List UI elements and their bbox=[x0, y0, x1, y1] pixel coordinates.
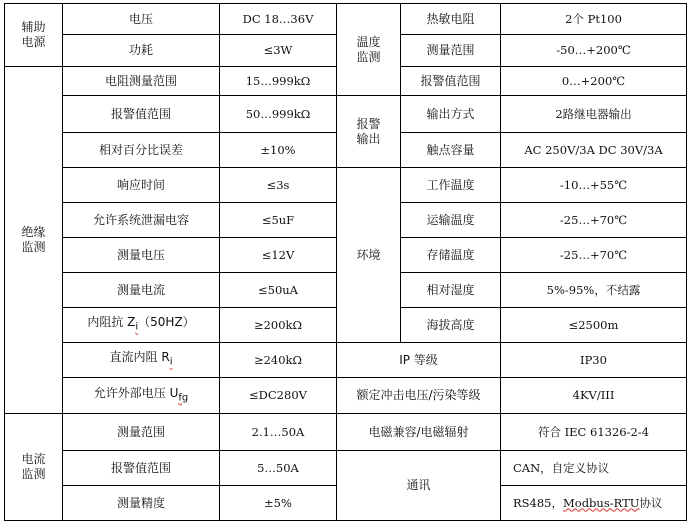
table-row bbox=[5, 168, 687, 203]
param-label: 测量精度 bbox=[63, 486, 220, 521]
param-value: -25…+70℃ bbox=[501, 238, 687, 273]
param-label bbox=[63, 308, 220, 343]
param-value: -25…+70℃ bbox=[501, 203, 687, 238]
param-value: 符合 IEC 61326-2-4 bbox=[501, 414, 687, 451]
spec-table bbox=[4, 3, 687, 521]
value-part: Modbus-RTU bbox=[563, 495, 640, 510]
label-subscript: i bbox=[135, 321, 139, 333]
param-value: 4KV/III bbox=[501, 378, 687, 414]
param-value: ≤DC280V bbox=[220, 378, 337, 414]
param-value: ≤50uA bbox=[220, 273, 337, 308]
param-value: 2路继电器输出 bbox=[501, 96, 687, 133]
param-value: AC 250V/3A DC 30V/3A bbox=[501, 133, 687, 168]
param-label: 测量范围 bbox=[63, 414, 220, 451]
label-main: 内阻抗 Z bbox=[87, 315, 136, 330]
param-value: ≥240kΩ bbox=[220, 343, 337, 378]
label-main: 直流内阻 R bbox=[109, 350, 170, 365]
param-value: 5%-95%，不结露 bbox=[501, 273, 687, 308]
param-label: IP 等级 bbox=[337, 343, 501, 378]
param-label: 存储温度 bbox=[401, 238, 501, 273]
table-row bbox=[5, 4, 687, 35]
param-value: 2.1…50A bbox=[220, 414, 337, 451]
param-label: 工作温度 bbox=[401, 168, 501, 203]
param-value: ±5% bbox=[220, 486, 337, 521]
param-value: ≤12V bbox=[220, 238, 337, 273]
label-subscript: i bbox=[169, 356, 173, 368]
param-value: ≥200kΩ bbox=[220, 308, 337, 343]
param-value: -50…+200℃ bbox=[501, 35, 687, 67]
param-value: 15…999kΩ bbox=[220, 67, 337, 96]
param-label: 电压 bbox=[63, 4, 220, 35]
param-label: 触点容量 bbox=[401, 133, 501, 168]
param-label: 允许系统泄漏电容 bbox=[63, 203, 220, 238]
param-label: 输出方式 bbox=[401, 96, 501, 133]
group-current-monitor: 电流 监测 bbox=[5, 414, 63, 521]
param-value bbox=[501, 486, 687, 521]
table-row bbox=[5, 378, 687, 414]
group-environment: 环境 bbox=[337, 168, 401, 343]
group-insulation-monitor: 绝缘 监测 bbox=[5, 67, 63, 414]
label-tail: （50HZ） bbox=[138, 315, 195, 330]
param-label: 电阻测量范围 bbox=[63, 67, 220, 96]
value-part: 协议 bbox=[639, 495, 663, 510]
param-label bbox=[63, 343, 220, 378]
param-label: 响应时间 bbox=[63, 168, 220, 203]
param-label bbox=[63, 378, 220, 414]
param-label: 运输温度 bbox=[401, 203, 501, 238]
param-label: 热敏电阻 bbox=[401, 4, 501, 35]
param-value: ≤3s bbox=[220, 168, 337, 203]
param-value: ±10% bbox=[220, 133, 337, 168]
param-label: 相对湿度 bbox=[401, 273, 501, 308]
param-label: 电磁兼容/电磁辐射 bbox=[337, 414, 501, 451]
param-label: 相对百分比误差 bbox=[63, 133, 220, 168]
param-label: 报警值范围 bbox=[63, 451, 220, 486]
table-row bbox=[5, 343, 687, 378]
param-value: 5…50A bbox=[220, 451, 337, 486]
group-temp-monitor: 温度 监测 bbox=[337, 4, 401, 96]
param-value: 0…+200℃ bbox=[501, 67, 687, 96]
param-value: ≤2500m bbox=[501, 308, 687, 343]
table-row bbox=[5, 414, 687, 451]
table-row bbox=[5, 451, 687, 486]
param-value: 50…999kΩ bbox=[220, 96, 337, 133]
table-row bbox=[5, 96, 687, 133]
param-value: ≤3W bbox=[220, 35, 337, 67]
param-label: 测量电流 bbox=[63, 273, 220, 308]
param-label: 功耗 bbox=[63, 35, 220, 67]
param-value: DC 18…36V bbox=[220, 4, 337, 35]
param-label: 额定冲击电压/污染等级 bbox=[337, 378, 501, 414]
label-main: 允许外部电压 U bbox=[93, 385, 179, 400]
param-value: IP30 bbox=[501, 343, 687, 378]
value-part: RS485， bbox=[513, 495, 563, 510]
group-alarm-output: 报警 输出 bbox=[337, 96, 401, 168]
param-value: ≤5uF bbox=[220, 203, 337, 238]
param-label: 报警值范围 bbox=[401, 67, 501, 96]
param-label: 海拔高度 bbox=[401, 308, 501, 343]
param-value: 2个 Pt100 bbox=[501, 4, 687, 35]
group-communication: 通讯 bbox=[337, 451, 501, 521]
group-aux-power: 辅助 电源 bbox=[5, 4, 63, 67]
label-subscript: fg bbox=[178, 392, 189, 404]
param-label: 测量电压 bbox=[63, 238, 220, 273]
param-label: 报警值范围 bbox=[63, 96, 220, 133]
param-label: 测量范围 bbox=[401, 35, 501, 67]
param-value: CAN，自定义协议 bbox=[501, 451, 687, 486]
param-value: -10…+55℃ bbox=[501, 168, 687, 203]
